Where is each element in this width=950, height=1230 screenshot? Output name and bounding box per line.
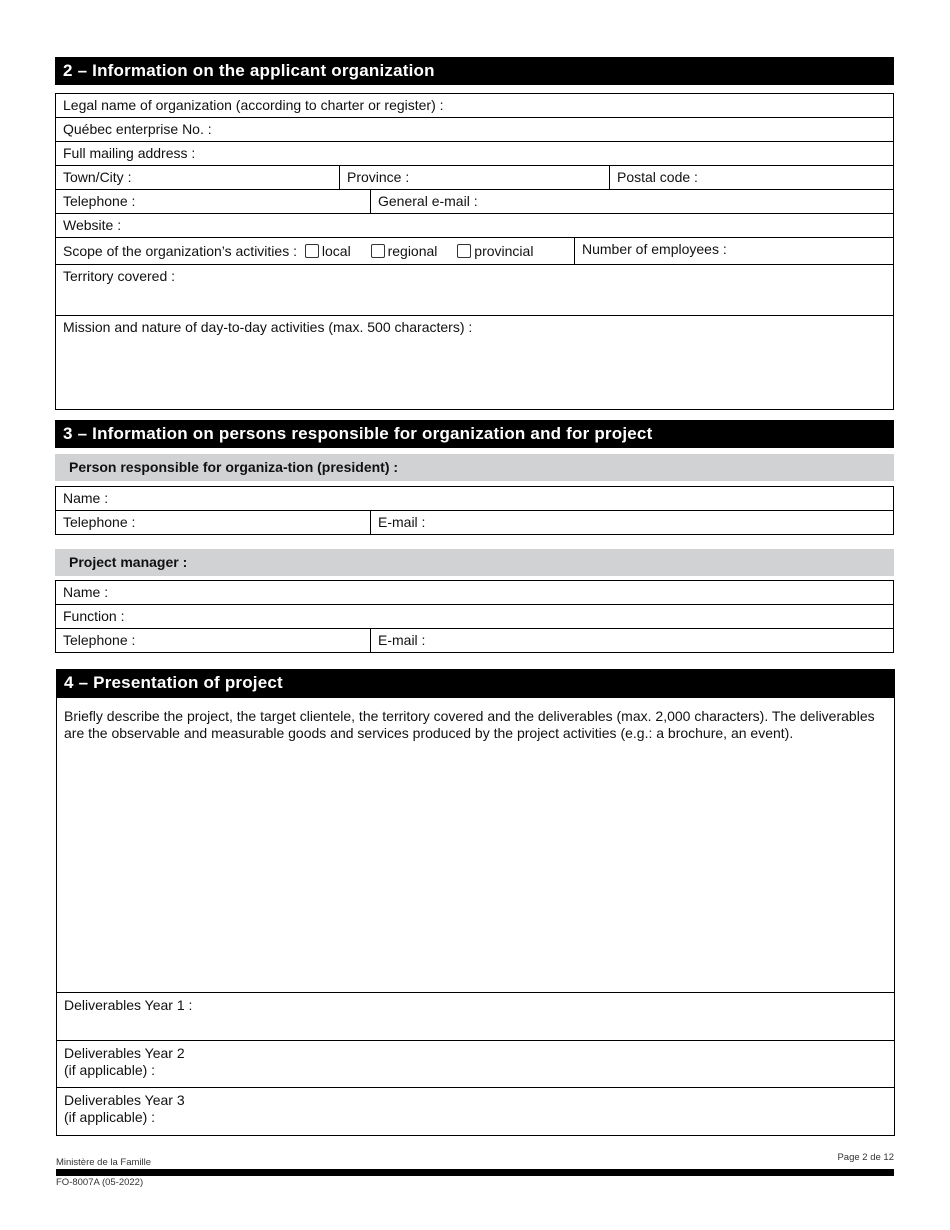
manager-contact-row <box>56 629 893 652</box>
mailing-address-row[interactable] <box>56 142 893 166</box>
deliverables-year2-row[interactable] <box>57 1041 894 1088</box>
enterprise-no-row[interactable] <box>56 118 893 142</box>
manager-name-row[interactable] <box>56 581 893 605</box>
scope-regional-label: regional <box>387 243 438 259</box>
deliverables-year2-title: Deliverables Year 2 <box>64 1045 185 1061</box>
town-city-field[interactable]: Town/City : <box>63 169 132 185</box>
website-row[interactable] <box>56 214 893 238</box>
scope-provincial-label: provincial <box>474 243 534 259</box>
telephone-field[interactable]: Telephone : <box>63 193 136 209</box>
province-field[interactable]: Province : <box>339 166 609 189</box>
scope-regional-checkbox[interactable] <box>371 244 385 258</box>
legal-name-label: Legal name of organization (according to charter or register) : <box>63 97 444 113</box>
section-4-title: 4 – Presentation of project <box>56 669 895 697</box>
manager-function-row[interactable] <box>56 605 893 629</box>
president-contact-row <box>56 511 893 534</box>
president-telephone-field[interactable]: Telephone : <box>63 514 136 530</box>
territory-row[interactable] <box>56 265 893 316</box>
president-name-row[interactable] <box>56 487 893 511</box>
president-email-field[interactable]: E-mail : <box>370 511 893 534</box>
deliverables-year3-title: Deliverables Year 3 <box>64 1092 185 1108</box>
mailing-address-label: Full mailing address : <box>63 145 196 161</box>
manager-telephone-field[interactable]: Telephone : <box>63 632 136 648</box>
president-form <box>55 486 894 535</box>
scope-local-label: local <box>321 243 351 259</box>
deliverables-year3-label <box>57 1088 192 1135</box>
town-province-postal-row <box>56 166 893 190</box>
section-3-title: 3 – Information on persons responsible for organization and for project <box>55 420 894 448</box>
footer-ministry: Ministère de la Famille <box>56 1157 152 1168</box>
territory-label: Territory covered : <box>63 268 176 284</box>
president-subheading: Person responsible for organiza-tion (president) : <box>55 454 894 481</box>
scope-provincial-checkbox[interactable] <box>457 244 471 258</box>
scope-row <box>56 238 893 265</box>
scope-label: Scope of the organization’s activities : <box>63 243 297 259</box>
num-employees-field[interactable]: Number of employees : <box>574 238 893 264</box>
deliverables-year3-row[interactable] <box>57 1088 894 1135</box>
enterprise-no-label: Québec enterprise No. : <box>63 121 212 137</box>
scope-field <box>56 238 574 264</box>
mission-row[interactable] <box>56 316 893 409</box>
telephone-email-row <box>56 190 893 214</box>
deliverables-year2-note: (if applicable) : <box>64 1062 156 1078</box>
postal-code-field[interactable]: Postal code : <box>609 166 893 189</box>
section-2-title: 2 – Information on the applicant organization <box>55 57 894 85</box>
deliverables-year1-row[interactable] <box>57 993 894 1041</box>
website-label: Website : <box>63 217 122 233</box>
deliverables-year3-note: (if applicable) : <box>64 1109 156 1125</box>
manager-function-label: Function : <box>63 608 125 624</box>
president-name-label: Name : <box>63 490 109 506</box>
footer-page-number: Page 2 de 12 <box>837 1152 894 1163</box>
deliverables-year2-label <box>57 1041 192 1087</box>
project-presentation-form <box>56 697 895 1136</box>
organization-info-form <box>55 93 894 410</box>
footer-form-code: FO-8007A (05-2022) <box>56 1177 144 1188</box>
manager-form <box>55 580 894 653</box>
project-description-row[interactable] <box>57 698 894 993</box>
manager-subheading: Project manager : <box>55 549 894 576</box>
footer-rule <box>56 1169 894 1176</box>
scope-local-checkbox[interactable] <box>305 244 319 258</box>
legal-name-row[interactable] <box>56 94 893 118</box>
mission-label: Mission and nature of day-to-day activities (max. 500 characters) : <box>63 319 473 335</box>
manager-email-field[interactable]: E-mail : <box>370 629 893 652</box>
project-description-instructions: Briefly describe the project, the target clientele, the territory covered and the deliverables (max. 2,000 characters). The deliverables are the observable and measurable goods and services produced by the project activities (e.g.: a brochure, an event). <box>64 708 875 741</box>
general-email-field[interactable]: General e-mail : <box>370 190 893 213</box>
deliverables-year1-label: Deliverables Year 1 : <box>64 997 193 1013</box>
manager-name-label: Name : <box>63 584 109 600</box>
